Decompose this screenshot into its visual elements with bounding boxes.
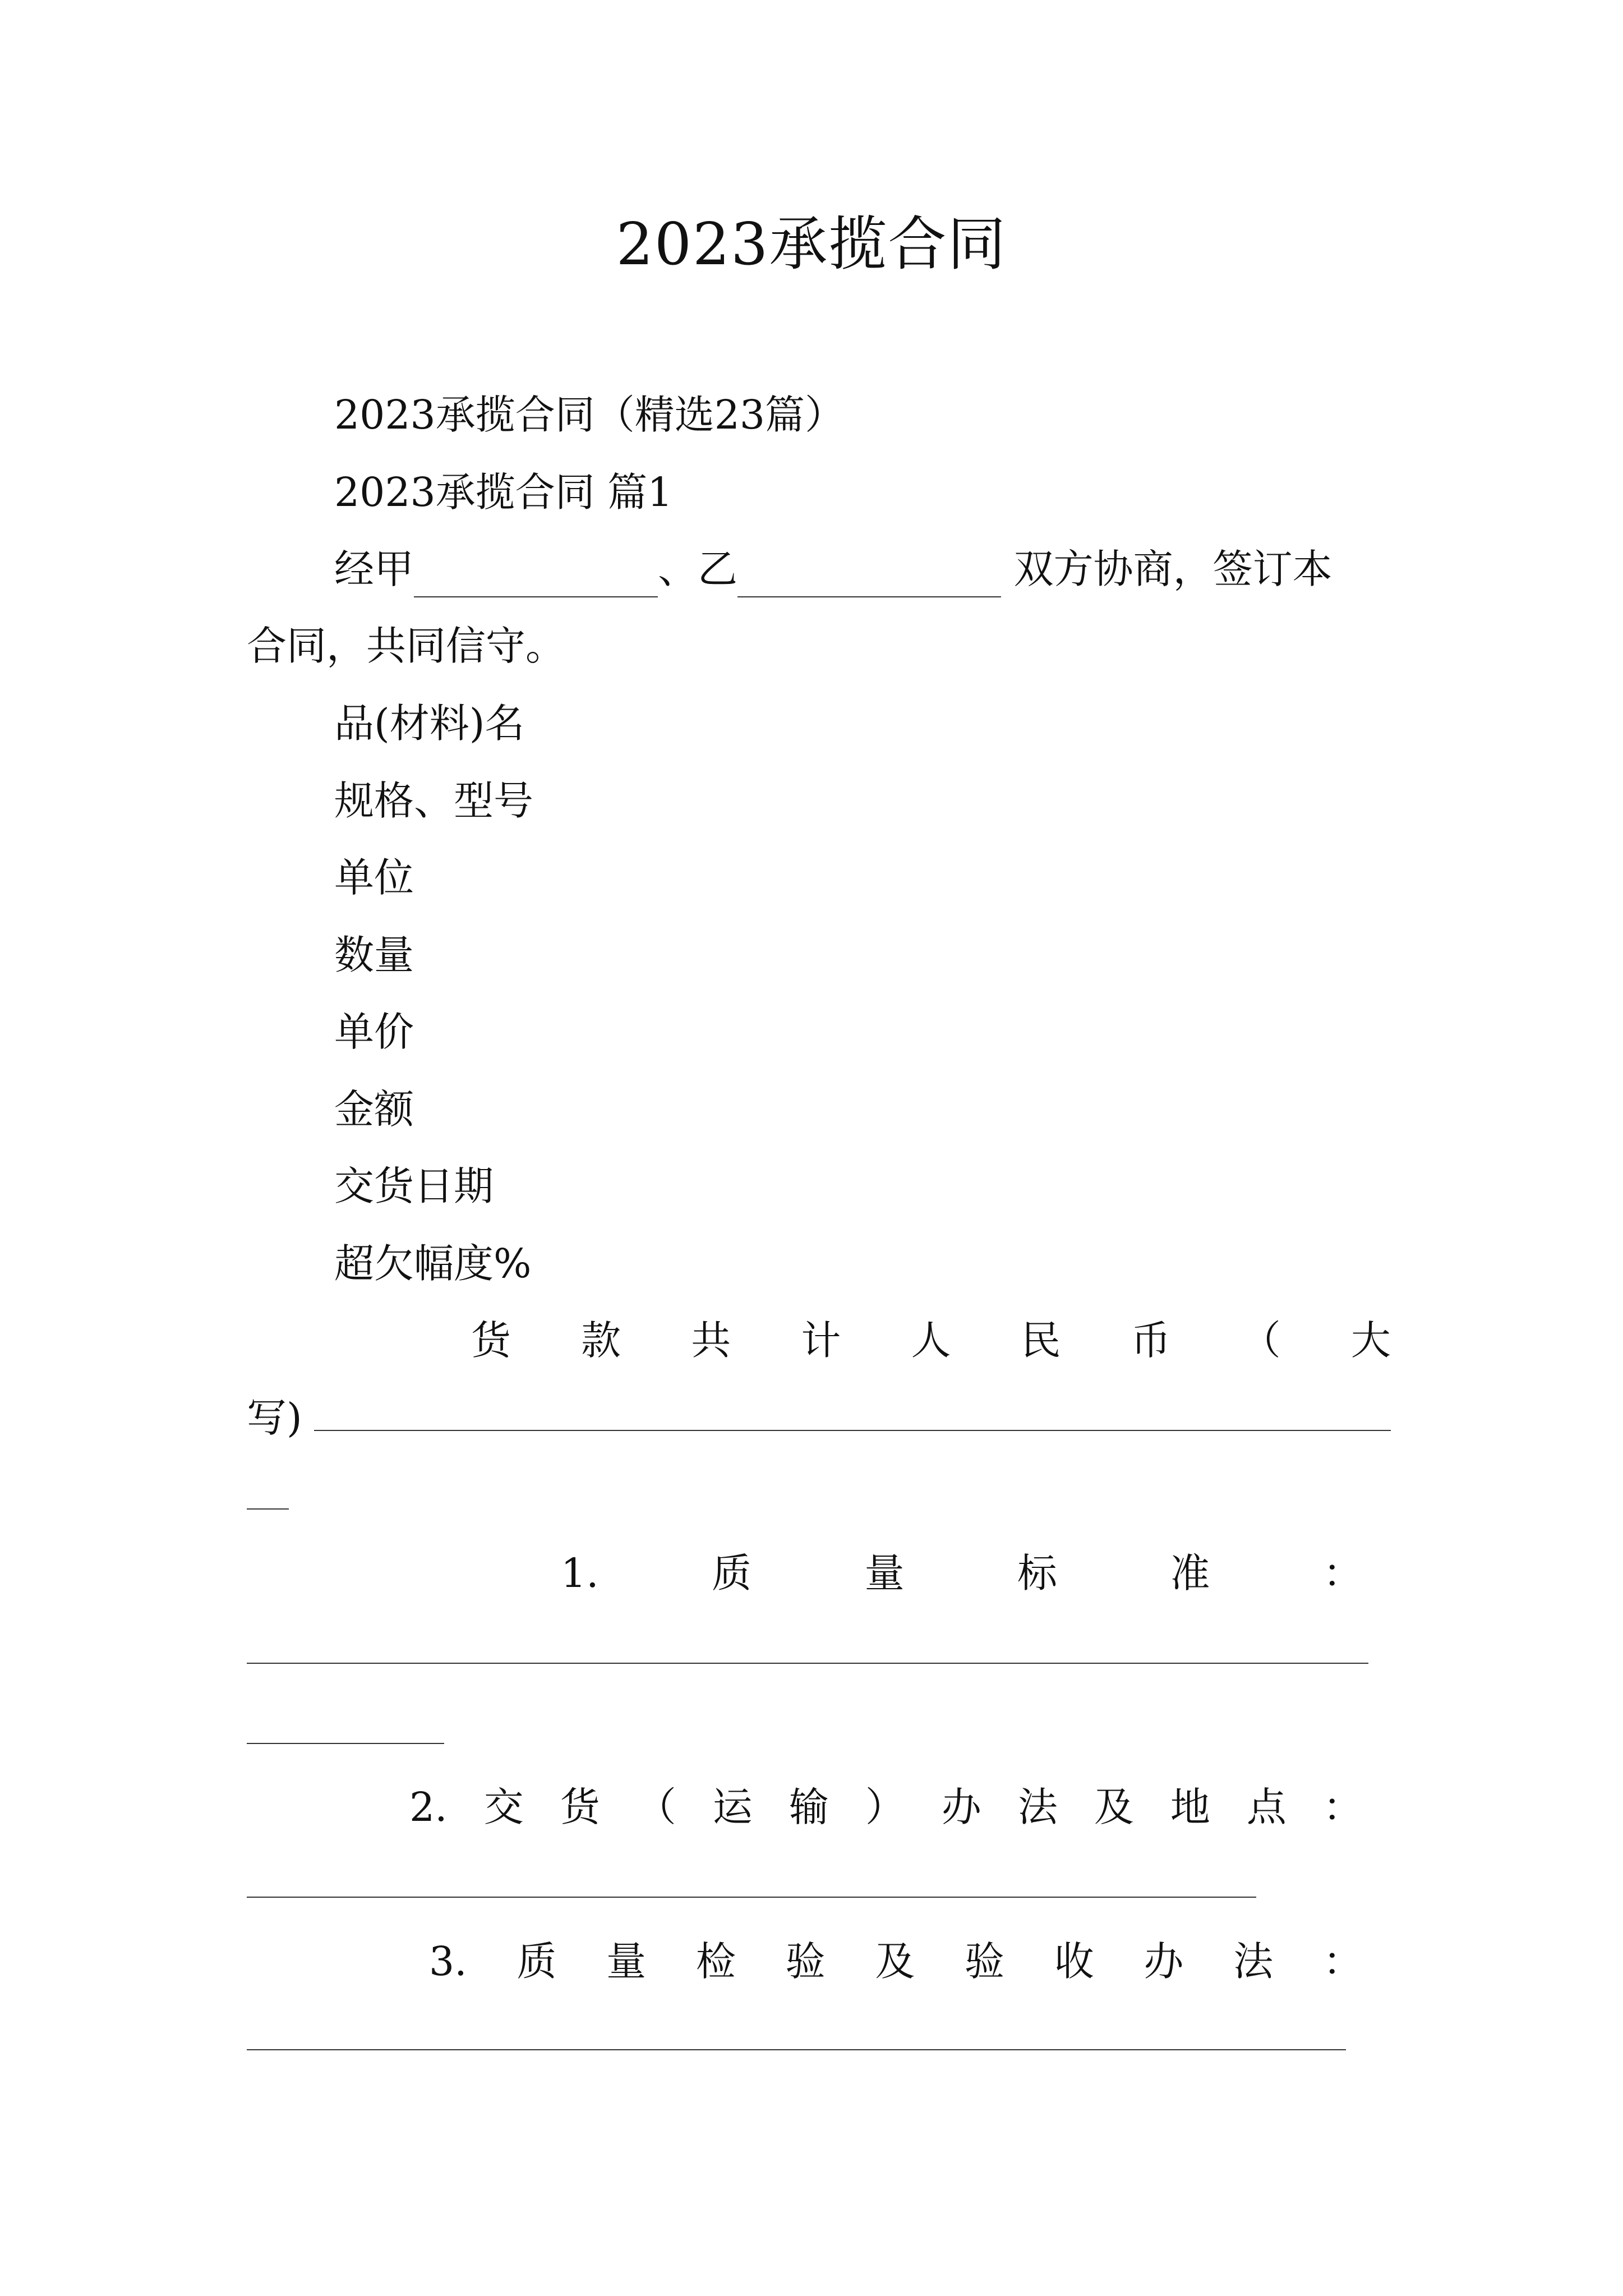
party-a-blank[interactable] bbox=[414, 557, 658, 597]
clause-part: 及 bbox=[875, 1938, 915, 1985]
intro-line bbox=[334, 541, 1332, 597]
field-label: 规格、型号 bbox=[334, 777, 534, 824]
payment-char: 民 bbox=[1021, 1317, 1061, 1364]
clause-part: ： bbox=[1322, 1938, 1363, 1985]
clause-part: 验 bbox=[965, 1938, 1005, 1985]
clause-part: （ bbox=[636, 1784, 676, 1830]
field-label: 金额 bbox=[334, 1086, 414, 1133]
payment-char: 共 bbox=[691, 1317, 731, 1364]
payment-amount-blank-cont[interactable] bbox=[247, 1508, 289, 1510]
clause-part: 输 bbox=[789, 1784, 829, 1830]
field-label: 品(材料)名 bbox=[334, 700, 525, 747]
clause-part: 及 bbox=[1094, 1784, 1134, 1830]
payment-amount-blank[interactable] bbox=[314, 1430, 1391, 1431]
clause-1-blank[interactable] bbox=[247, 1663, 1368, 1664]
payment-char: 款 bbox=[581, 1317, 621, 1364]
clause-part: ： bbox=[1322, 1550, 1363, 1596]
payment-total-line bbox=[471, 1313, 1391, 1369]
clause-part: 检 bbox=[695, 1938, 736, 1985]
document-title: 2023承揽合同 bbox=[616, 210, 1007, 278]
clause-part: 验 bbox=[785, 1938, 826, 1985]
clause-part: 收 bbox=[1054, 1938, 1094, 1985]
clause-part: 2. bbox=[409, 1784, 448, 1830]
field-label: 数量 bbox=[334, 932, 414, 978]
party-b-blank[interactable] bbox=[737, 557, 1001, 597]
clause-part: 法 bbox=[1017, 1784, 1058, 1830]
clause-part: 量 bbox=[864, 1550, 905, 1596]
clause-part: 地 bbox=[1170, 1784, 1210, 1830]
clause-part: ： bbox=[1322, 1784, 1363, 1830]
clause-3-heading bbox=[429, 1934, 1363, 1990]
intro-middle: 、乙 bbox=[658, 546, 738, 592]
clause-part: 质 bbox=[712, 1550, 752, 1596]
clause-part: 法 bbox=[1233, 1938, 1274, 1985]
payment-char: 人 bbox=[911, 1317, 951, 1364]
payment-continuation: 写) bbox=[247, 1395, 302, 1441]
section-heading: 2023承揽合同 篇1 bbox=[334, 469, 673, 516]
clause-part: 办 bbox=[1144, 1938, 1184, 1985]
payment-char: 币 bbox=[1131, 1317, 1171, 1364]
intro-continuation: 合同，共同信守。 bbox=[247, 623, 566, 669]
payment-char: 大 bbox=[1350, 1317, 1391, 1364]
payment-char: 计 bbox=[801, 1317, 841, 1364]
clause-1-blank-cont[interactable] bbox=[247, 1743, 444, 1744]
clause-2-blank[interactable] bbox=[247, 1897, 1256, 1898]
clause-part: 质 bbox=[517, 1938, 557, 1985]
clause-part: 交 bbox=[483, 1784, 524, 1830]
intro-prefix: 经甲 bbox=[334, 546, 414, 592]
clause-2-heading bbox=[409, 1779, 1363, 1835]
clause-part: 1. bbox=[561, 1550, 599, 1596]
clause-part: 货 bbox=[560, 1784, 600, 1830]
clause-part: ） bbox=[865, 1784, 905, 1830]
field-label: 交货日期 bbox=[334, 1163, 494, 1209]
document-subtitle: 2023承揽合同（精选23篇） bbox=[334, 392, 845, 438]
intro-suffix: 双方协商，签订本 bbox=[1001, 546, 1332, 592]
field-label: 单位 bbox=[334, 854, 414, 901]
payment-char: （ bbox=[1241, 1317, 1281, 1364]
clause-3-blank[interactable] bbox=[247, 2049, 1346, 2050]
clause-part: 办 bbox=[941, 1784, 981, 1830]
clause-part: 点 bbox=[1246, 1784, 1287, 1830]
clause-part: 运 bbox=[712, 1784, 753, 1830]
clause-part: 量 bbox=[606, 1938, 647, 1985]
clause-part: 准 bbox=[1170, 1550, 1210, 1596]
field-label: 单价 bbox=[334, 1009, 414, 1055]
clause-part: 3. bbox=[429, 1938, 467, 1985]
field-label: 超欠幅度% bbox=[334, 1240, 532, 1287]
clause-part: 标 bbox=[1017, 1550, 1058, 1596]
payment-char: 货 bbox=[471, 1317, 511, 1364]
clause-1-heading bbox=[561, 1545, 1363, 1602]
